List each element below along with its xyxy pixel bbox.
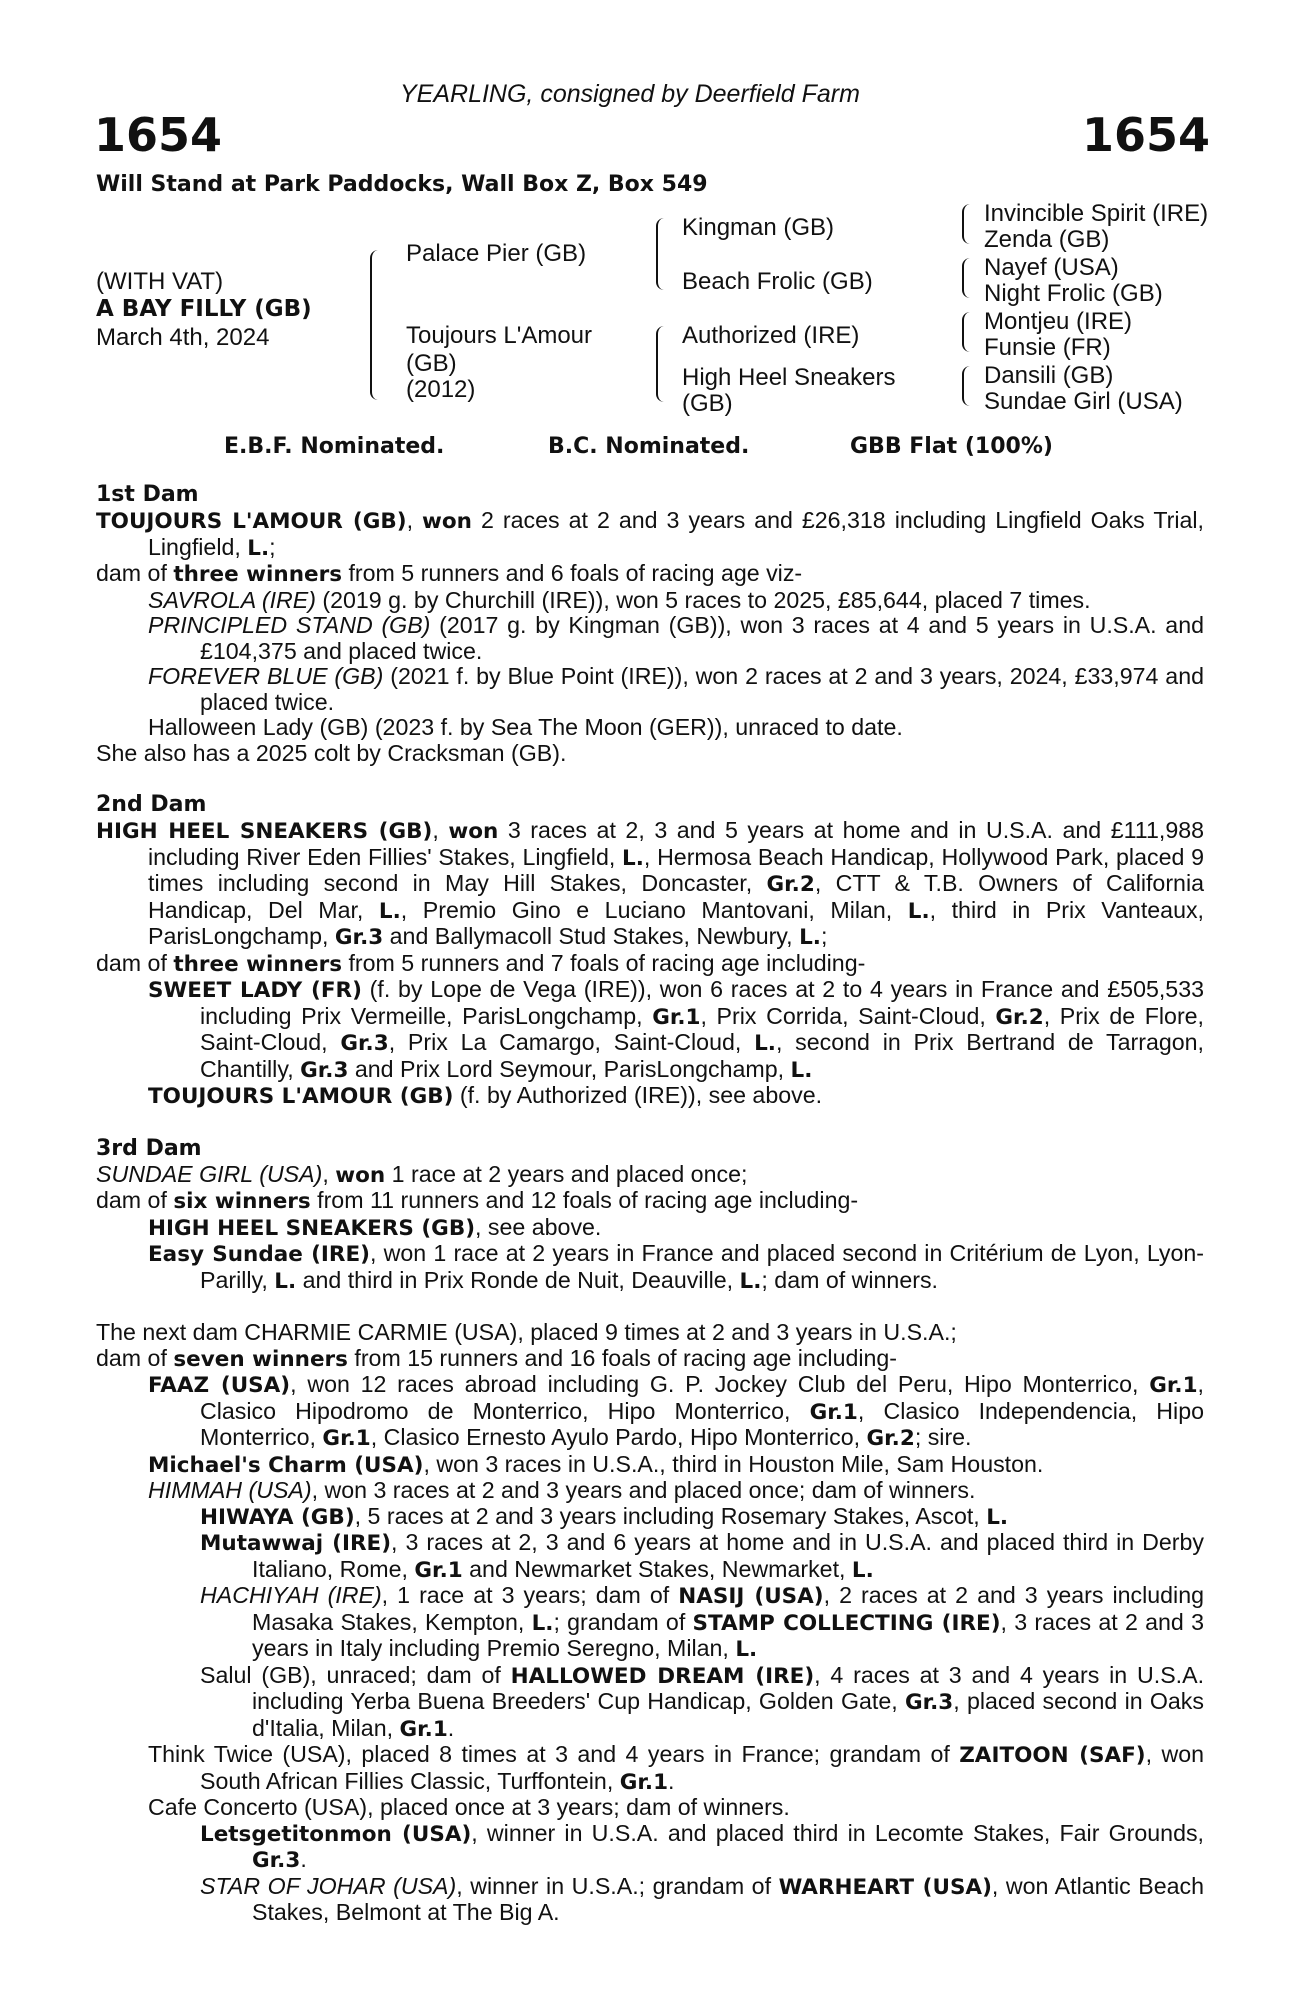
- third-dam-record: SUNDAE GIRL (USA), won 1 race at 2 years and placed once;: [96, 1160, 748, 1188]
- foaling-date: March 4th, 2024: [96, 324, 270, 351]
- dam-sire: Authorized (IRE): [682, 322, 860, 349]
- produce-high-heel-sneakers: HIGH HEEL SNEAKERS (GB), see above.: [148, 1213, 602, 1241]
- produce-toujours-lamour: TOUJOURS L'AMOUR (GB) (f. by Authorized (IRE)), see above.: [148, 1082, 823, 1109]
- produce-savrola: SAVROLA (IRE) (2019 g. by Churchill (IRE)), won 5 races to 2025, £85,644, placed 7 times.: [148, 586, 1091, 613]
- dam-line3: (2012): [406, 376, 476, 403]
- produce-letsgetitonmon: Letsgetitonmon (USA), winner in U.S.A. and placed third in Lecomte Stakes, Fair Grounds, Gr.3.: [200, 1819, 1204, 1873]
- pedigree-bracket-g3-3: [962, 312, 970, 352]
- sire: Palace Pier (GB): [406, 240, 587, 267]
- pedigree-bracket-g3-1: [962, 204, 970, 244]
- first-dam-heading: 1st Dam: [96, 482, 199, 507]
- produce-hiwaya: HIWAYA (GB), 5 races at 2 and 3 years including Rosemary Stakes, Ascot, L.: [200, 1502, 1009, 1530]
- first-dam-record: TOUJOURS L'AMOUR (GB), won 2 races at 2 and 3 years and £26,318 including Lingfield Oaks Trial, Lingfield, L.;: [96, 507, 1204, 561]
- produce-forever-blue: FOREVER BLUE (GB) (2021 f. by Blue Point (IRE)), won 2 races at 2 and 3 years, 2024, £33,974 and placed twice.: [148, 663, 1204, 715]
- produce-easy-sundae: Easy Sundae (IRE), won 1 race at 2 years in France and placed second in Critérium de Lyon, Lyon-Parilly, L. and third in Prix Ronde de Nuit, Deauville, L.; dam of winners.: [148, 1240, 1204, 1294]
- stand-location: Will Stand at Park Paddocks, Wall Box Z, Box 549: [96, 172, 708, 197]
- dam-sire-sire: Montjeu (IRE): [984, 308, 1133, 335]
- produce-salul: Salul (GB), unraced; dam of HALLOWED DREAM (IRE), 4 races at 3 and 4 years in U.S.A. including Yerba Buena Breeders' Cup Handicap, Golden Gate, Gr.3, placed second in Oaks d'Italia, Milan, Gr.1.: [200, 1661, 1205, 1742]
- dam-sire-dam: Funsie (FR): [984, 334, 1111, 361]
- produce-sweet-lady: SWEET LADY (FR) (f. by Lope de Vega (IRE)), won 6 races at 2 to 4 years in France and £505,533 including Prix Vermeille, ParisLongchamp, Gr.1, Prix Corrida, Saint-Cloud, Gr.2, Prix de Flore, Saint-Cloud, Gr.3, Prix La Camargo, Saint-Cloud, L., second in Prix Bertrand de Tarragon, Chantilly, Gr.3 and Prix Lord Seymour, ParisLongchamp, L.: [148, 976, 1204, 1083]
- produce-mutawwaj: Mutawwaj (IRE), 3 races at 2, 3 and 6 years at home and in U.S.A. and placed third in Derby Italiano, Rome, Gr.1 and Newmarket Stakes, Newmarket, L.: [200, 1529, 1204, 1583]
- sire-sire-sire: Invincible Spirit (IRE): [984, 200, 1209, 227]
- sire-dam: Beach Frolic (GB): [682, 268, 873, 295]
- dam-dam-sire: Dansili (GB): [984, 362, 1114, 389]
- ebf-nomination: E.B.F. Nominated.: [224, 434, 445, 459]
- produce-hachiyah: HACHIYAH (IRE), 1 race at 3 years; dam of NASIJ (USA), 2 races at 2 and 3 years including Masaka Stakes, Kempton, L.; grandam of STAMP COLLECTING (IRE), 3 races at 2 and 3 years in Italy including Premio Seregno, Milan, L.: [200, 1582, 1204, 1662]
- produce-halloween-lady: Halloween Lady (GB) (2023 f. by Sea The Moon (GER)), unraced to date.: [148, 714, 903, 740]
- sire-sire: Kingman (GB): [682, 214, 835, 241]
- dam-line2: (GB): [406, 350, 457, 377]
- vat-note: (WITH VAT): [96, 268, 224, 295]
- horse-name: A BAY FILLY (GB): [96, 296, 312, 322]
- dam-line1: Toujours L'Amour: [406, 322, 592, 349]
- second-dam-record: HIGH HEEL SNEAKERS (GB), won 3 races at 2, 3 and 5 years at home and in U.S.A. and £111,988 including River Eden Fillies' Stakes, Lingfield, L., Hermosa Beach Handicap, Hollywood Park, placed 9 times including second in May Hill Stakes, Doncaster, Gr.2, CTT & T.B. Owners of California Handicap, Del Mar, L., Premio Gino e Luciano Mantovani, Milan, L., third in Prix Vanteaux, ParisLongchamp, Gr.3 and Ballymacoll Stud Stakes, Newbury, L.;: [96, 817, 1205, 950]
- pedigree-bracket-gen1: [370, 250, 380, 400]
- catalogue-subtitle: YEARLING, consigned by Deerfield Farm: [400, 80, 860, 108]
- pedigree-bracket-dam: [656, 326, 666, 402]
- second-dam-produce: dam of three winners from 5 runners and 7 foals of racing age including-: [96, 949, 866, 977]
- lot-number-left: 1654: [94, 108, 223, 162]
- third-dam-heading: 3rd Dam: [96, 1135, 202, 1161]
- sire-dam-dam: Night Frolic (GB): [984, 280, 1163, 307]
- next-dam-record: The next dam CHARMIE CARMIE (USA), placed 9 times at 2 and 3 years in U.S.A.;: [96, 1319, 957, 1345]
- produce-faaz: FAAZ (USA), won 12 races abroad including G. P. Jockey Club del Peru, Hipo Monterrico, Gr.1, Clasico Hipodromo de Monterrico, Hipo Monterrico, Gr.1, Clasico Independencia, Hipo Monterrico, Gr.1, Clasico Ernesto Ayulo Pardo, Hipo Monterrico, Gr.2; sire.: [148, 1371, 1204, 1451]
- dam-dam-line2: (GB): [682, 390, 733, 417]
- produce-cafe-concerto: Cafe Concerto (USA), placed once at 3 years; dam of winners.: [148, 1794, 790, 1820]
- pedigree-bracket-sire: [656, 218, 666, 290]
- produce-star-of-johar: STAR OF JOHAR (USA), winner in U.S.A.; grandam of WARHEART (USA), won Atlantic Beach Stakes, Belmont at The Big A.: [200, 1872, 1205, 1925]
- lot-number-right: 1654: [1082, 108, 1211, 162]
- pedigree-bracket-g3-2: [962, 258, 970, 298]
- third-dam-produce: dam of six winners from 11 runners and 12 foals of racing age including-: [96, 1187, 859, 1214]
- produce-think-twice: Think Twice (USA), placed 8 times at 3 and 4 years in France; grandam of ZAITOON (SAF), won South African Fillies Classic, Turffontein, Gr.1.: [148, 1741, 1205, 1795]
- produce-2025-colt: She also has a 2025 colt by Cracksman (GB).: [96, 739, 567, 766]
- dam-dam-dam: Sundae Girl (USA): [984, 388, 1183, 415]
- sire-sire-dam: Zenda (GB): [984, 226, 1110, 253]
- gbb-flat: GBB Flat (100%): [850, 434, 1053, 459]
- next-dam-produce: dam of seven winners from 15 runners and 16 foals of racing age including-: [96, 1344, 898, 1372]
- second-dam-heading: 2nd Dam: [96, 792, 207, 817]
- catalogue-body: [96, 482, 1204, 1926]
- sire-dam-sire: Nayef (USA): [984, 254, 1119, 281]
- dam-dam-line1: High Heel Sneakers: [682, 364, 896, 391]
- first-dam-produce: dam of three winners from 5 runners and 6 foals of racing age viz-: [96, 560, 803, 587]
- bc-nomination: B.C. Nominated.: [548, 434, 750, 459]
- pedigree-bracket-g3-4: [962, 366, 970, 406]
- produce-principled-stand: PRINCIPLED STAND (GB) (2017 g. by Kingman (GB)), won 3 races at 4 and 5 years in U.S.A. and £104,375 and placed twice.: [148, 612, 1204, 664]
- produce-michaels-charm: Michael's Charm (USA), won 3 races in U.S.A., third in Houston Mile, Sam Houston.: [148, 1450, 1044, 1478]
- produce-himmah: HIMMAH (USA), won 3 races at 2 and 3 years and placed once; dam of winners.: [148, 1477, 976, 1503]
